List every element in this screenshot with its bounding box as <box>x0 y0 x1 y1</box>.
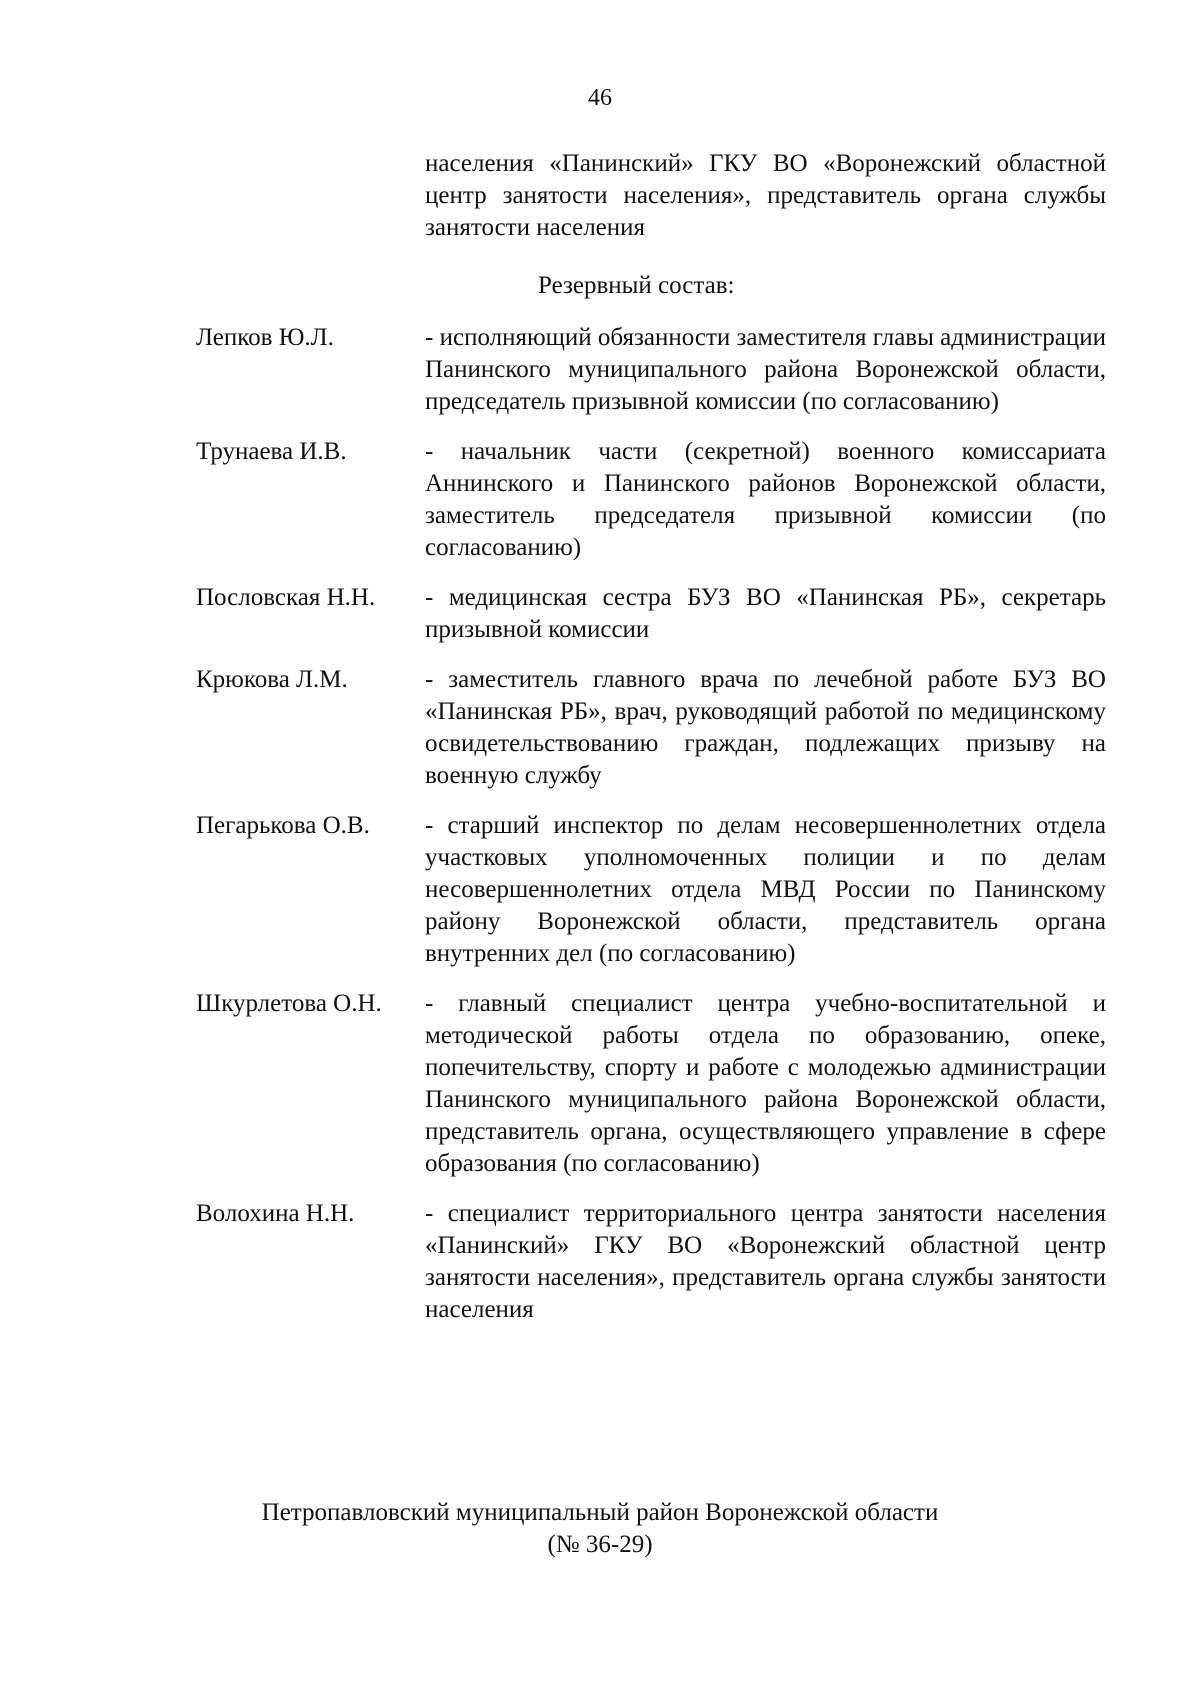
member-name: Крюкова Л.М. <box>196 666 348 693</box>
member-name: Шкурлетова О.Н. <box>196 990 382 1017</box>
member-entry <box>196 436 1106 564</box>
member-entry <box>196 664 1106 792</box>
member-description: - главный специалист центра учебно-воспитательной и методической работы отдела по образованию, опеке, попечительству, спорту и работе с молодежью администрации Панинского муниципального района Воронежской области, представитель органа, осуществляющего управление в сфере образования (по согласованию) <box>425 990 1106 1177</box>
member-name: Пословская Н.Н. <box>196 584 376 611</box>
member-description: - исполняющий обязанности заместителя главы администрации Панинского муниципального района Воронежской области, председатель призывной комиссии (по согласованию) <box>425 324 1106 415</box>
district-title: Петропавловский муниципальный район Воронежской области <box>261 1499 939 1526</box>
member-entry <box>196 582 1106 646</box>
member-entry <box>196 988 1106 1180</box>
section-heading: Резервный состав: <box>538 272 735 299</box>
member-name: Волохина Н.Н. <box>196 1200 355 1227</box>
member-entry <box>196 1198 1106 1326</box>
document-body <box>196 148 1106 1344</box>
member-description: - специалист территориального центра занятости населения «Панинский» ГКУ ВО «Воронежский областной центр занятости населения», представитель органа службы занятости населения <box>425 1200 1106 1323</box>
member-description: - медицинская сестра БУЗ ВО «Панинская РБ», секретарь призывной комиссии <box>425 584 1106 643</box>
member-list <box>196 322 1106 1326</box>
district-number: (№ 36-29) <box>547 1531 653 1558</box>
member-name: Лепков Ю.Л. <box>196 324 334 351</box>
member-name: Трунаева И.В. <box>196 438 347 465</box>
page-number: 46 <box>588 85 612 111</box>
continuation-paragraph: населения «Панинский» ГКУ ВО «Воронежский областной центр занятости населения», представитель органа службы занятости населения <box>425 150 1106 241</box>
member-entry <box>196 322 1106 418</box>
district-heading <box>0 1497 1200 1561</box>
member-entry <box>196 810 1106 970</box>
member-description: - заместитель главного врача по лечебной работе БУЗ ВО «Панинская РБ», врач, руководящий работой по медицинскому освидетельствованию граждан, подлежащих призыву на военную службу <box>425 666 1106 789</box>
member-description: - начальник части (секретной) военного комиссариата Аннинского и Панинского районов Воронежской области, заместитель председателя призывной комиссии (по согласованию) <box>425 438 1106 561</box>
member-description: - старший инспектор по делам несовершеннолетних отдела участковых уполномоченных полиции и по делам несовершеннолетних отдела МВД России по Панинскому району Воронежской области, представитель органа внутренних дел (по согласованию) <box>425 812 1106 967</box>
member-name: Пегарькова О.В. <box>196 812 370 839</box>
